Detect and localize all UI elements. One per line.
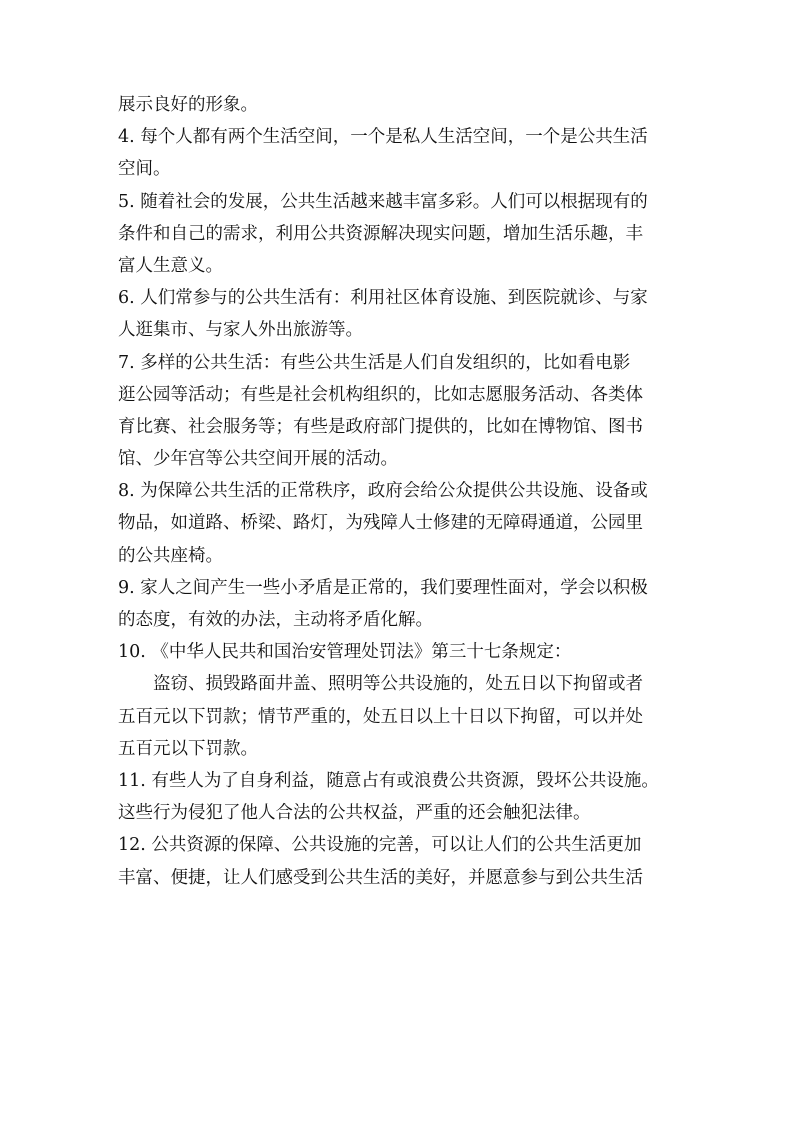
text-line: 这些行为侵犯了他人合法的公共权益，严重的还会触犯法律。 bbox=[118, 803, 591, 824]
list-item-9: 9. 家人之间产生一些小矛盾是正常的，我们要理性面对，学会以积极 bbox=[118, 577, 648, 598]
text-line: 的公共座椅。 bbox=[118, 545, 223, 566]
quoted-law-text: 五百元以下罚款。 bbox=[118, 738, 258, 759]
text-line: 丰富、便捷，让人们感受到公共生活的美好，并愿意参与到公共生活 bbox=[118, 867, 643, 888]
list-item-4: 4. 每个人都有两个生活空间，一个是私人生活空间，一个是公共生活 bbox=[118, 127, 648, 148]
text-line: 馆、少年宫等公共空间开展的活动。 bbox=[118, 449, 398, 470]
quoted-law-text: 五百元以下罚款；情节严重的，处五日以上十日以下拘留，可以并处 bbox=[118, 706, 643, 727]
list-item-6: 6. 人们常参与的公共生活有：利用社区体育设施、到医院就诊、与家 bbox=[118, 288, 648, 309]
text-line: 物品，如道路、桥梁、路灯，为残障人士修建的无障碍通道，公园里 bbox=[118, 513, 643, 534]
quoted-law-text: 盗窃、损毁路面井盖、照明等公共设施的，处五日以下拘留或者 bbox=[153, 674, 643, 695]
text-line: 人逛集市、与家人外出旅游等。 bbox=[118, 320, 363, 341]
text-line: 的态度，有效的办法，主动将矛盾化解。 bbox=[118, 610, 433, 630]
list-item-11: 11. 有些人为了自身利益，随意占有或浪费公共资源，毁坏公共设施。 bbox=[118, 770, 659, 791]
list-item-12: 12. 公共资源的保障、公共设施的完善，可以让人们的公共生活更加 bbox=[118, 835, 642, 856]
text-line: 条件和自己的需求，利用公共资源解决现实问题，增加生活乐趣，丰 bbox=[118, 223, 643, 244]
list-item-5: 5. 随着社会的发展，公共生活越来越丰富多彩。人们可以根据现有的 bbox=[118, 191, 648, 212]
list-item-10: 10. 《中华人民共和国治安管理处罚法》第三十七条规定： bbox=[118, 642, 572, 663]
document-body bbox=[118, 89, 678, 894]
list-item-7: 7. 多样的公共生活：有些公共生活是人们自发组织的，比如看电影 bbox=[118, 352, 631, 373]
list-item-8: 8. 为保障公共生活的正常秩序，政府会给公众提供公共设施、设备或 bbox=[118, 481, 648, 502]
text-line: 育比赛、社会服务等；有些是政府部门提供的，比如在博物馆、图书 bbox=[118, 416, 643, 437]
text-line: 空间。 bbox=[118, 159, 171, 180]
text-line: 逛公园等活动；有些是社会机构组织的，比如志愿服务活动、各类体 bbox=[118, 384, 643, 405]
text-line: 展示良好的形象。 bbox=[118, 95, 258, 115]
text-line: 富人生意义。 bbox=[118, 255, 223, 276]
